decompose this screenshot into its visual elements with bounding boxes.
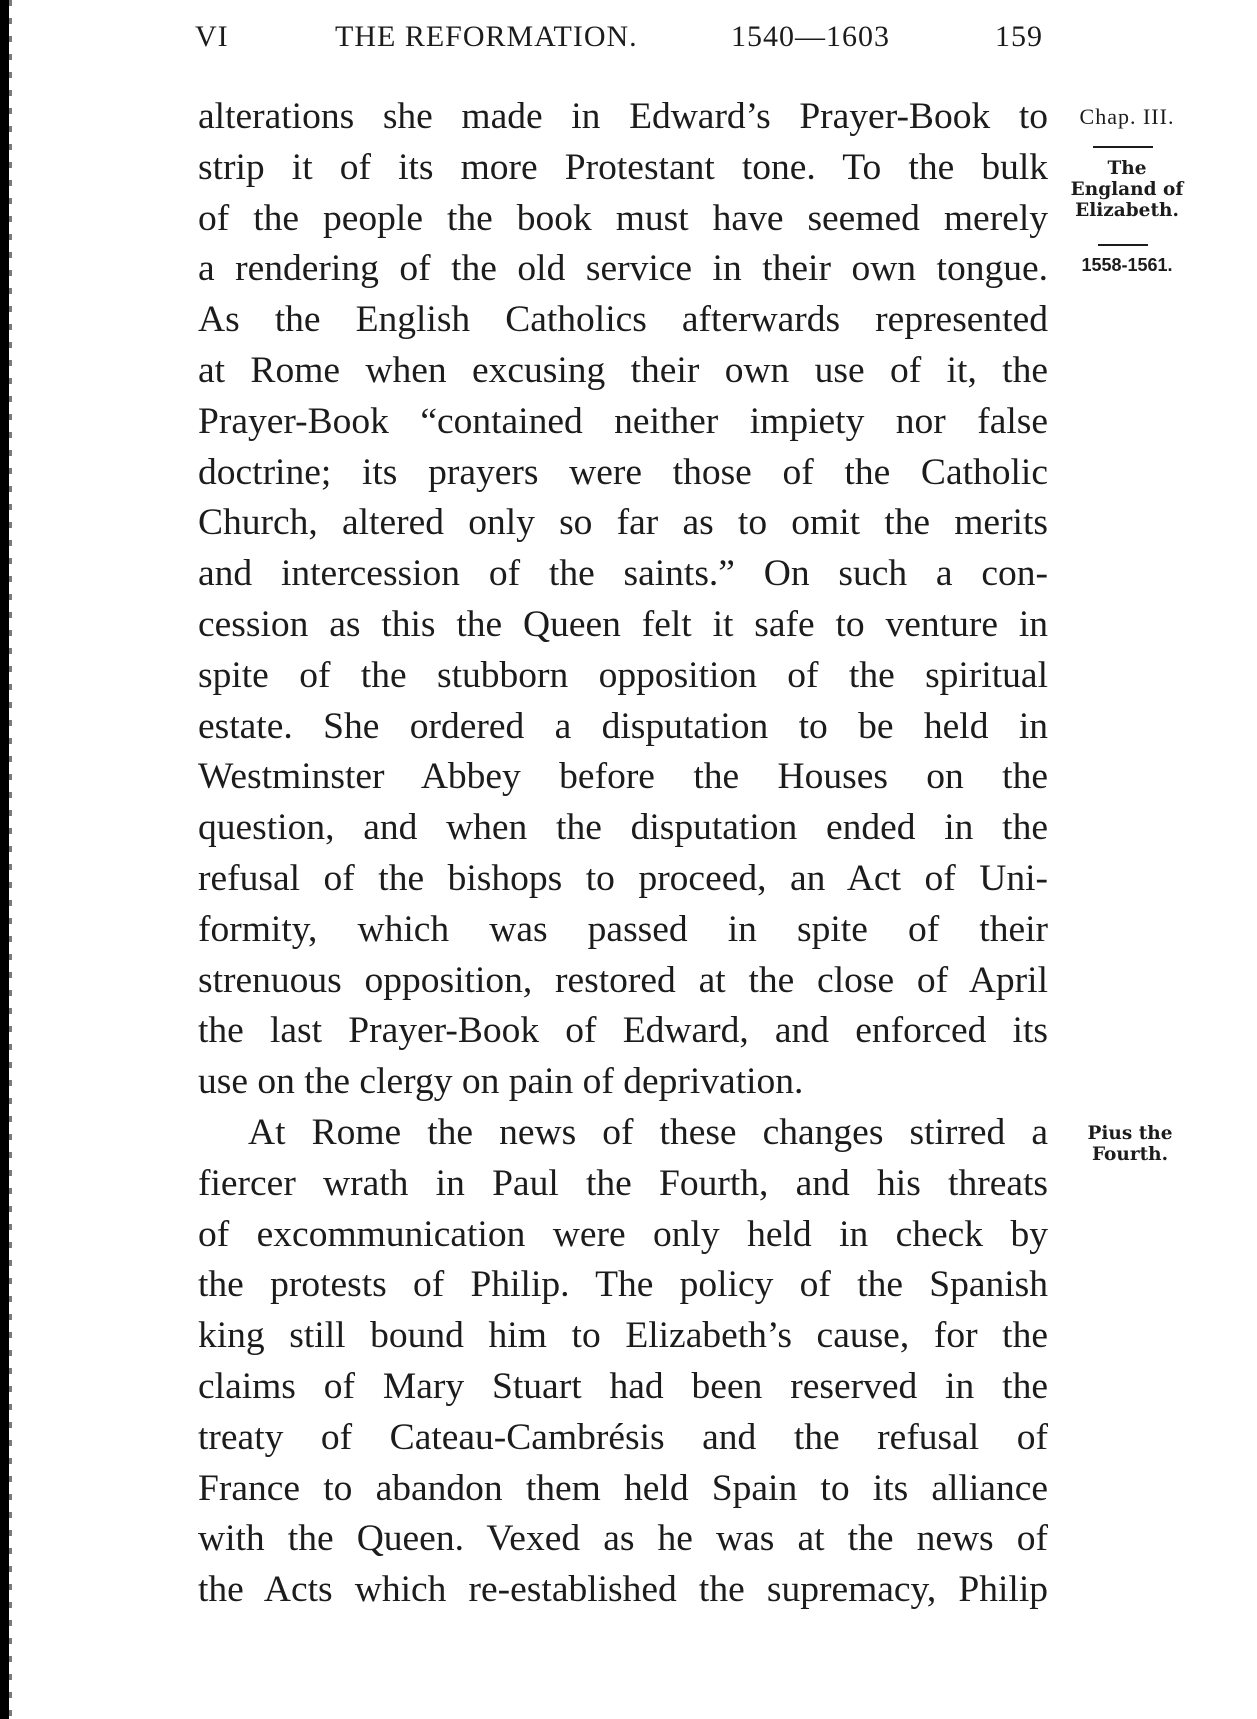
body-line: claims of Mary Stuart had been reserved in the [198,1365,1048,1407]
running-head-title: THE REFORMATION. [335,20,638,53]
body-line: doctrine; its prayers were those of the Catholic [198,451,1048,493]
body-line: Church, altered only so far as to omit the merits [198,502,1048,544]
body-line: As the English Catholics afterwards represented [198,299,1048,341]
running-head-chapter: VI [195,20,229,53]
body-line: a rendering of the old service in their own tongue. [198,248,1048,290]
body-line: at Rome when excusing their own use of it, the [198,349,1048,391]
page-number: 159 [995,20,1043,53]
body-line: spite of the stubborn opposition of the spiritual [198,654,1048,696]
margin-note-pius-line: Fourth. [1091,1144,1169,1165]
body-line: formity, which was passed in spite of their [198,908,1048,950]
body-line: of excommunication were only held in check by [198,1213,1048,1255]
body-line: with the Queen. Vexed as he was at the news of [198,1518,1048,1560]
margin-note-rule [1093,146,1153,148]
body-line: Westminster Abbey before the Houses on the [198,756,1048,798]
body-line: the last Prayer-Book of Edward, and enforced its [198,1010,1048,1052]
margin-note-pius [1070,1123,1190,1165]
body-line: cession as this the Queen felt it safe to venture in [198,603,1048,645]
body-line: the protests of Philip. The policy of the Spanish [198,1264,1048,1306]
body-line: of the people the book must have seemed merely [198,197,1048,239]
margin-note-topic-line: The [1107,158,1147,179]
body-line: fiercer wrath in Paul the Fourth, and his threats [198,1162,1048,1204]
margin-note-topic [1057,158,1197,221]
body-line: question, and when the disputation ended in the [198,807,1048,849]
running-head [195,20,1045,60]
body-line: estate. She ordered a disputation to be held in [198,705,1048,747]
body-line: alterations she made in Edward’s Prayer-Book to [198,96,1048,137]
page-binding-edge [0,0,9,1719]
body-line-paragraph-end: use on the clergy on pain of deprivation. [198,1061,804,1103]
margin-note-topic-line: England of [1070,179,1184,200]
page-binding-shadow [9,0,12,1719]
body-line: France to abandon them held Spain to its alliance [198,1467,1048,1509]
body-line: the Acts which re-established the supremacy, Philip [198,1569,1048,1611]
body-line: strip it of its more Protestant tone. To the bulk [198,146,1048,188]
body-text [198,92,1048,1616]
body-line: Prayer-Book “contained neither impiety nor false [198,400,1048,442]
body-line: strenuous opposition, restored at the close of April [198,959,1048,1001]
margin-note-chapter: Chap. III. [1079,104,1175,129]
body-line: treaty of Cateau-Cambrésis and the refusal of [198,1416,1048,1458]
body-line: and intercession of the saints.” On such a con- [198,553,1048,595]
body-line: refusal of the bishops to proceed, an Act of Uni- [198,857,1048,899]
body-line-paragraph-start: At Rome the news of these changes stirred a [248,1111,1048,1153]
body-line: king still bound him to Elizabeth’s cause, for the [198,1315,1048,1357]
margin-note-rule [1098,244,1148,246]
margin-note-dates: 1558-1561. [1081,255,1173,275]
margin-note-pius-line: Pius the [1087,1123,1173,1144]
running-head-years: 1540—1603 [731,20,890,53]
margin-note-topic-line: Elizabeth. [1075,200,1179,221]
